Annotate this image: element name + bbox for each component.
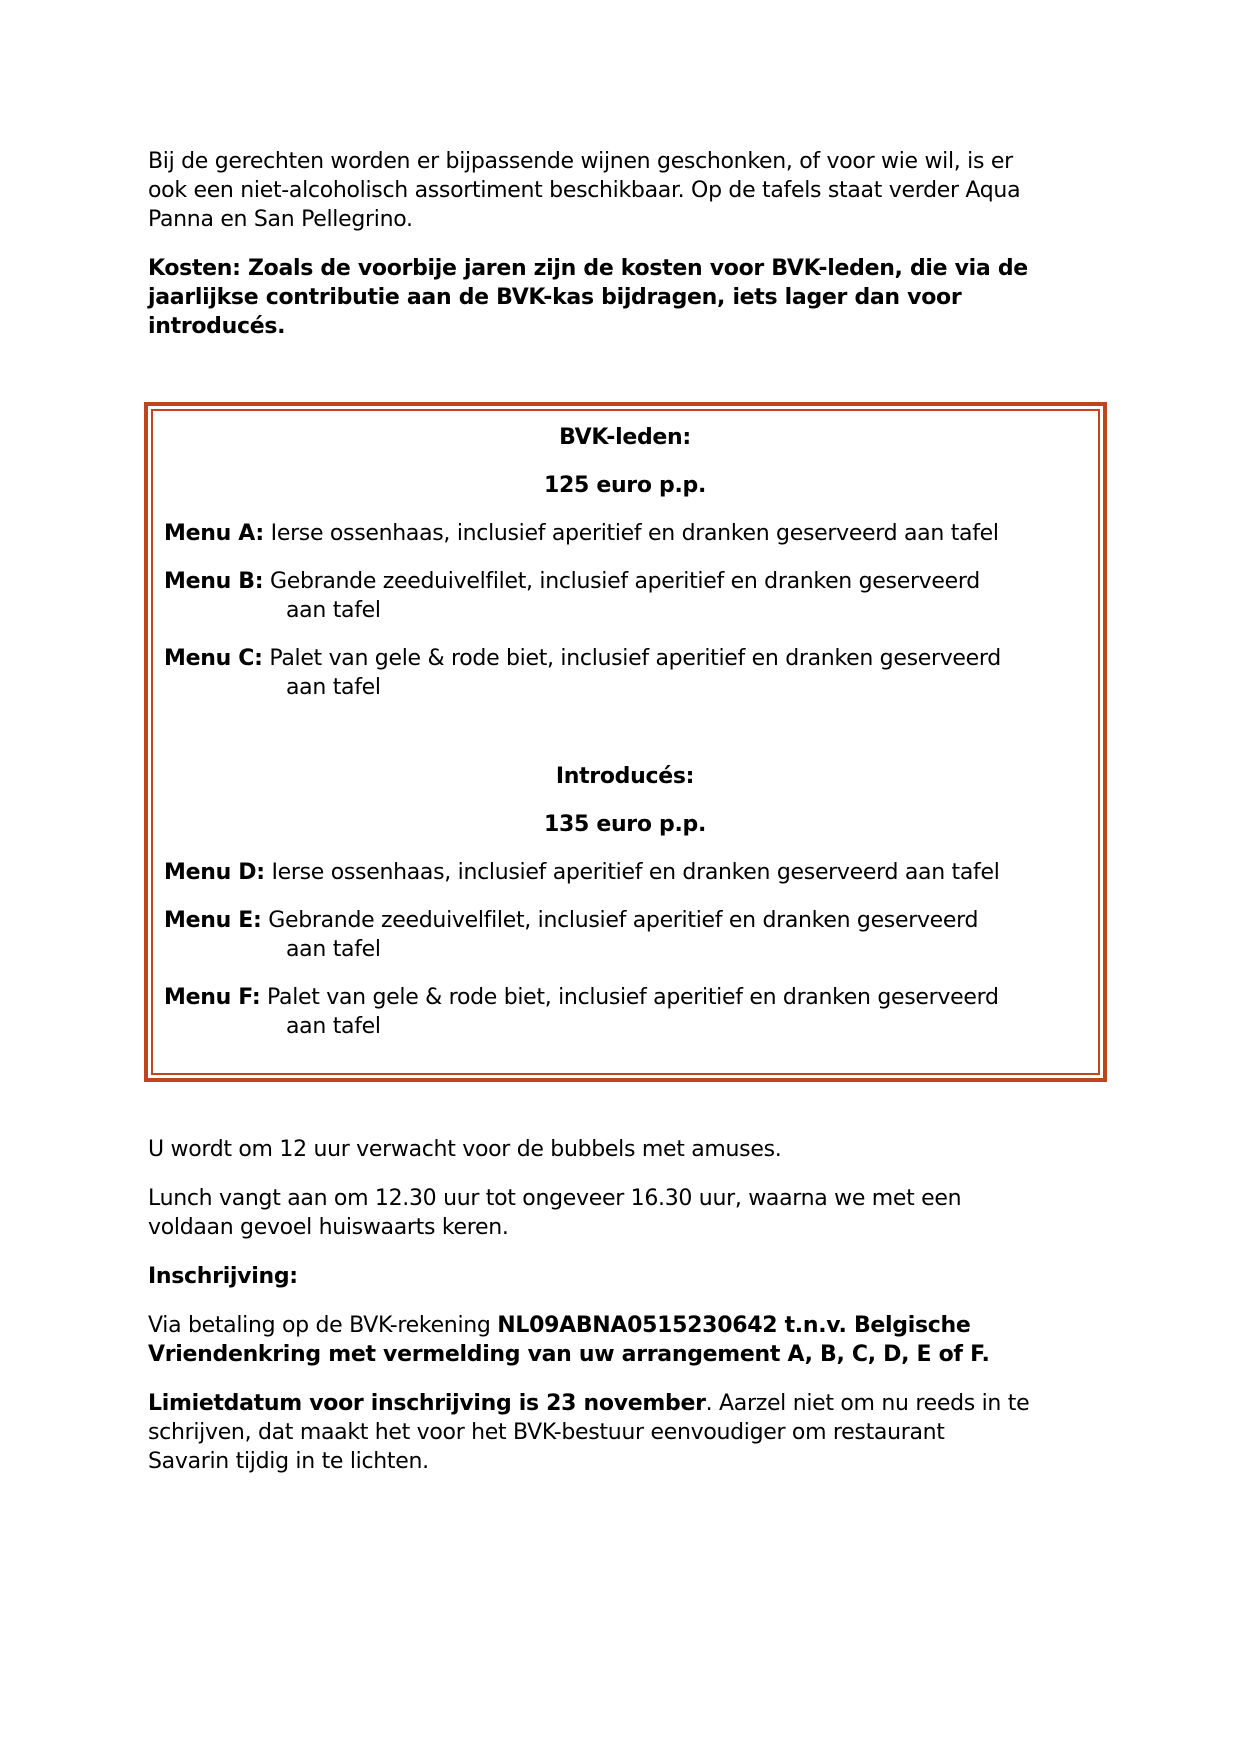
menu-item-label: Menu D: — [164, 860, 265, 885]
text-line: Vriendenkring met vermelding van uw arrangement A, B, C, D, E of F. — [148, 1342, 990, 1367]
menu-item-description: Gebrande zeeduivelfilet, inclusief aperitief en dranken geserveerd — [269, 569, 980, 594]
betaling-text-normal: Via betaling op de BVK-rekening — [148, 1313, 498, 1338]
text-line: ook een niet-alcoholisch assortiment beschikbaar. Op de tafels staat verder Aqua — [148, 178, 1021, 203]
text-line: jaarlijkse contributie aan de BVK-kas bijdragen, iets lager dan voor — [148, 285, 962, 310]
menu-item-label: Menu C: — [164, 646, 263, 671]
text-line — [164, 519, 1086, 548]
guests-price: 135 euro p.p. — [543, 812, 707, 837]
guests-heading: Introducés: — [555, 764, 695, 789]
menu-item-c — [164, 644, 1086, 702]
document-page — [148, 147, 1201, 1476]
text-line: Lunch vangt aan om 12.30 uur tot ongeveer 16.30 uur, waarna we met een — [148, 1186, 962, 1211]
text-line — [164, 858, 1086, 887]
text-line: Bij de gerechten worden er bijpassende wijnen geschonken, of voor wie wil, is er — [148, 149, 1013, 174]
ontvangst-paragraph: U wordt om 12 uur verwacht voor de bubbels met amuses. — [148, 1137, 782, 1162]
text-line — [164, 983, 1086, 1012]
menu-item-description: Ierse ossenhaas, inclusief aperitief en dranken geserveerd aan tafel — [270, 521, 999, 546]
text-line — [148, 1311, 1201, 1340]
text-line — [148, 1389, 1201, 1418]
intro-paragraph-wijnen — [148, 147, 1201, 234]
menu-item-b — [164, 567, 1086, 625]
text-line: Kosten: Zoals de voorbije jaren zijn de kosten voor BVK-leden, die via de — [148, 256, 1028, 281]
text-line — [164, 906, 1086, 935]
text-line: Panna en San Pellegrino. — [148, 207, 413, 232]
text-line: Savarin tijdig in te lichten. — [148, 1449, 429, 1474]
menu-item-description: Ierse ossenhaas, inclusief aperitief en dranken geserveerd aan tafel — [271, 860, 1000, 885]
menu-item-label: Menu A: — [164, 521, 264, 546]
text-line: voldaan gevoel huiswaarts keren. — [148, 1215, 509, 1240]
menu-item-description: Palet van gele & rode biet, inclusief aperitief en dranken geserveerd — [269, 646, 1001, 671]
limietdatum-paragraph — [148, 1389, 1201, 1476]
menu-item-a — [164, 519, 1086, 548]
text-line — [164, 567, 1086, 596]
menu-price-box — [144, 402, 1107, 1082]
text-line: aan tafel — [286, 937, 381, 962]
deadline-text: Limietdatum voor inschrijving is 23 november — [148, 1391, 706, 1416]
menu-price-box-inner — [151, 409, 1100, 1075]
text-line: aan tafel — [286, 598, 381, 623]
menu-item-label: Menu E: — [164, 908, 262, 933]
menu-item-label: Menu F: — [164, 985, 261, 1010]
betaling-paragraph — [148, 1311, 1201, 1369]
menu-item-e — [164, 906, 1086, 964]
menu-item-description: Palet van gele & rode biet, inclusief aperitief en dranken geserveerd — [267, 985, 999, 1010]
kosten-paragraph — [148, 254, 1201, 341]
inschrijving-heading: Inschrijving: — [148, 1264, 298, 1289]
menu-item-f — [164, 983, 1086, 1041]
text-line: aan tafel — [286, 1014, 381, 1039]
members-heading: BVK-leden: — [559, 425, 691, 450]
menu-item-label: Menu B: — [164, 569, 264, 594]
limiet-text-normal: . Aarzel niet om nu reeds in te — [705, 1391, 1030, 1416]
menu-item-d — [164, 858, 1086, 887]
members-price: 125 euro p.p. — [543, 473, 707, 498]
text-line: introducés. — [148, 314, 286, 339]
text-line — [164, 644, 1086, 673]
lunch-paragraph — [148, 1184, 1201, 1242]
text-line: aan tafel — [286, 675, 381, 700]
bank-account-number: NL09ABNA0515230642 t.n.v. Belgische — [497, 1313, 971, 1338]
text-line: schrijven, dat maakt het voor het BVK-bestuur eenvoudiger om restaurant — [148, 1420, 945, 1445]
menu-item-description: Gebrande zeeduivelfilet, inclusief aperitief en dranken geserveerd — [268, 908, 979, 933]
